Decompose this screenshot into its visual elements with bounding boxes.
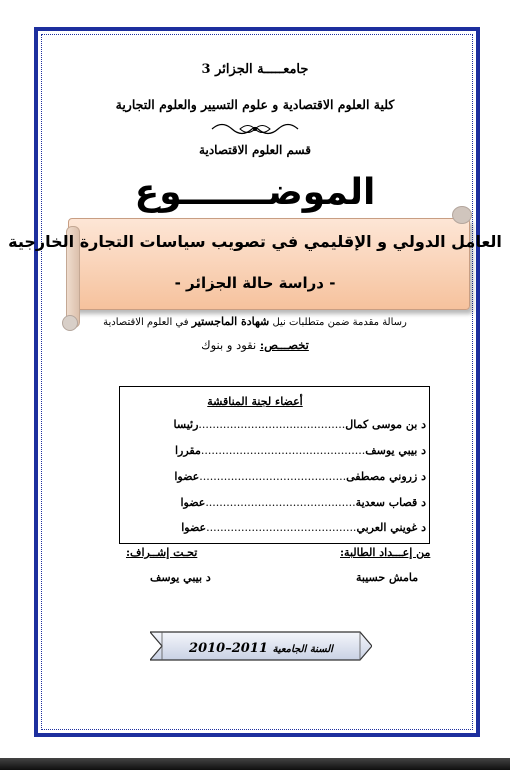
member-dots: ........................................... <box>205 496 356 509</box>
member-dots: ............................................... <box>200 444 366 457</box>
member-role: عضوا <box>181 521 207 534</box>
member-dots: .......................................... <box>199 470 347 483</box>
university-name: جامعـــــة الجزائر 3 <box>201 62 309 77</box>
case-study-subtitle: - دراسة حالة الجزائر - <box>174 274 336 292</box>
committee-member-row <box>122 496 426 509</box>
committee-title: أعضاء لجنة المناقشة <box>207 395 303 408</box>
bottom-bar <box>0 758 510 770</box>
subject-heading: الموضـــــــوع <box>134 172 376 213</box>
prepared-by-label: من إعـــداد الطالبة: <box>340 546 431 559</box>
member-name: د غويني العربي <box>356 521 426 534</box>
degree-statement-suffix: في العلوم الاقتصادية <box>103 317 189 328</box>
department-name: قسم العلوم الاقتصادية <box>199 143 311 157</box>
student-name: مامش حسيبة <box>356 571 419 584</box>
member-name: د بن موسى كمال <box>345 418 426 431</box>
degree-statement-prefix: رسالة مقدمة ضمن متطلبات نيل <box>272 317 407 328</box>
member-role: عضوا <box>174 470 200 483</box>
academic-year-value: 2010–2011 <box>189 641 268 656</box>
committee-member-row <box>122 470 426 483</box>
member-dots: .......................................... <box>198 418 346 431</box>
member-role: رئيسا <box>173 418 199 431</box>
supervisor-name: د بيبي يوسف <box>150 571 211 584</box>
degree-name: شهادة الماجستير <box>191 315 270 328</box>
academic-year-label: السنة الجامعية <box>272 644 333 655</box>
committee-member-row <box>122 444 426 457</box>
specialization-label: تخصـــص: <box>259 338 309 352</box>
specialization <box>0 338 510 352</box>
degree-statement <box>0 315 510 328</box>
banner-curl-right <box>452 206 472 224</box>
committee-member-row <box>122 521 426 534</box>
member-dots: ........................................... <box>206 521 357 534</box>
member-name: د قصاب سعدية <box>355 496 426 509</box>
member-name: د زروني مصطفى <box>346 470 426 483</box>
thesis-title: العامل الدولي و الإقليمي في تصويب سياسات التجارة الخارجية <box>8 232 502 251</box>
member-name: د بيبي يوسف <box>365 444 426 457</box>
member-role: عضوا <box>180 496 206 509</box>
faculty-name: كلية العلوم الاقتصادية و علوم التسيير والعلوم التجارية <box>115 97 395 112</box>
supervised-by-label: تحـت إشــراف: <box>126 546 198 559</box>
scroll-flourish-icon <box>210 118 300 140</box>
specialization-value: نقود و بنوك <box>201 338 257 352</box>
committee-member-row <box>122 418 426 431</box>
member-role: مقررا <box>174 444 201 457</box>
academic-year <box>150 641 372 656</box>
